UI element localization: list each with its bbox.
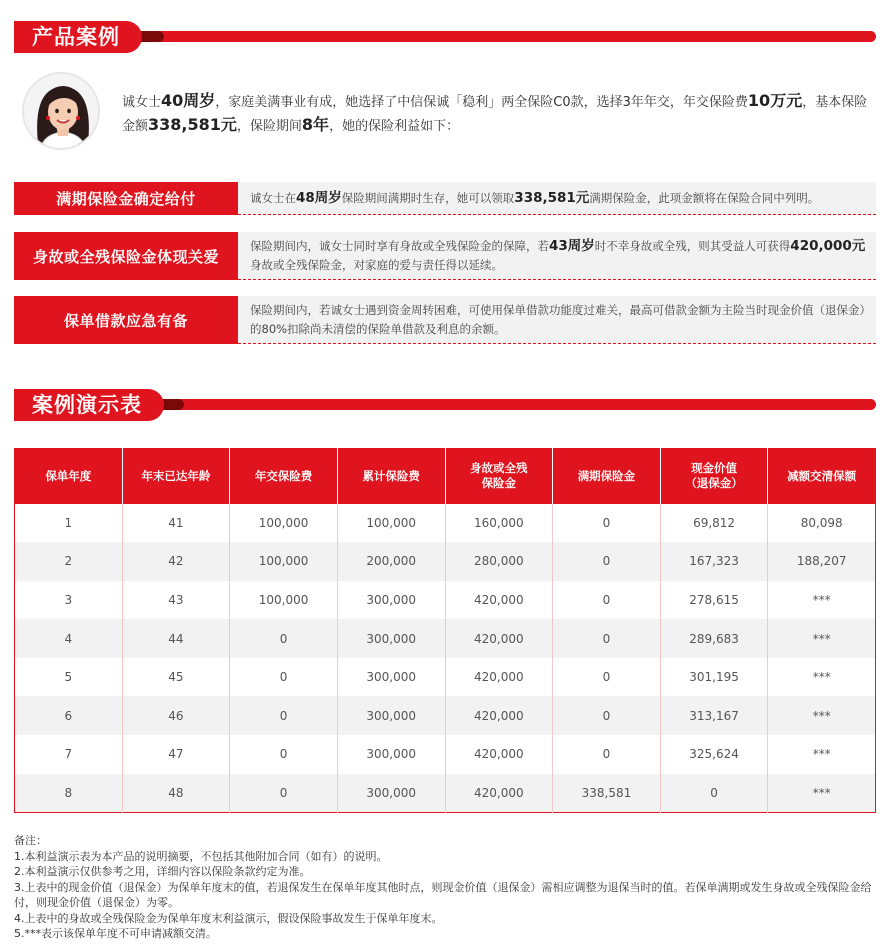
table-cell: 100,000 xyxy=(337,504,445,543)
table-cell: 0 xyxy=(553,619,661,658)
table-row xyxy=(15,774,876,813)
avatar xyxy=(22,72,100,150)
table-cell: 42 xyxy=(122,542,230,581)
table-cell: 1 xyxy=(15,504,123,543)
case-intro: 诚女士40周岁，家庭美满事业有成，她选择了中信保诚「稳利」两全保险C0款，选择3年年交，年交保险费10万元，基本保险金额338,581元，保险期间8年，她的保险利益如下： xyxy=(122,91,868,134)
feature-desc: 保险期间内，诚女士同时享有身故或全残保险金的保障，若43周岁时不幸身故或全残，则其受益人可获得420,000元身故或全残保险金，对家庭的爱与责任得以延续。 xyxy=(238,232,876,280)
table-cell: 0 xyxy=(660,774,768,813)
table-cell: *** xyxy=(768,735,876,774)
table-cell: 420,000 xyxy=(445,774,553,813)
section-title: 案例演示表 xyxy=(14,389,164,421)
table-cell: 0 xyxy=(230,735,338,774)
table-cell: 4 xyxy=(15,619,123,658)
table-cell: 48 xyxy=(122,774,230,813)
table-cell: 289,683 xyxy=(660,619,768,658)
table-cell: 0 xyxy=(230,774,338,813)
feature-label: 保单借款应急有备 xyxy=(14,296,238,344)
section-header-case xyxy=(14,21,876,53)
table-row xyxy=(15,581,876,620)
note-line: 3.上表中的现金价值（退保金）为保单年度末的值，若退保发生在保单年度其他时点，则现金价值（退保金）需相应调整为退保当时的值。若保单满期或发生身故或全残保险金给付，则现金价值（退保金）为零。 xyxy=(14,880,872,909)
woman-avatar-icon xyxy=(24,74,100,150)
table-cell: 300,000 xyxy=(337,619,445,658)
note-line: 2.本利益演示仅供参考之用，详细内容以保险条款约定为准。 xyxy=(14,865,311,878)
table-cell: 8 xyxy=(15,774,123,813)
table-cell: 188,207 xyxy=(768,542,876,581)
table-cell: *** xyxy=(768,658,876,697)
table-cell: 41 xyxy=(122,504,230,543)
table-row xyxy=(15,542,876,581)
table-cell: 0 xyxy=(553,542,661,581)
table-cell: 7 xyxy=(15,735,123,774)
table-cell: 3 xyxy=(15,581,123,620)
note-line: 5.***表示该保单年度不可申请减额交清。 xyxy=(14,927,217,940)
col-header: 现金价值 （退保金） xyxy=(660,449,768,504)
table-cell: 0 xyxy=(553,735,661,774)
table-cell: 0 xyxy=(553,696,661,735)
table-cell: 0 xyxy=(230,696,338,735)
notes xyxy=(14,833,880,942)
table-cell: 46 xyxy=(122,696,230,735)
section-title: 产品案例 xyxy=(14,21,142,53)
table-cell: 167,323 xyxy=(660,542,768,581)
note-line: 1.本利益演示表为本产品的说明摘要，不包括其他附加合同（如有）的说明。 xyxy=(14,849,388,863)
note-line: 备注： xyxy=(14,834,47,847)
col-header: 累计保险费 xyxy=(337,449,445,504)
col-header: 保单年度 xyxy=(15,449,123,504)
table-row xyxy=(15,619,876,658)
table-row xyxy=(15,735,876,774)
table-cell: 325,624 xyxy=(660,735,768,774)
feature-policy-loan xyxy=(14,296,876,344)
table-cell: 0 xyxy=(553,658,661,697)
header-bar xyxy=(134,31,876,42)
table-cell: 0 xyxy=(230,619,338,658)
table-cell: 5 xyxy=(15,658,123,697)
table-cell: 100,000 xyxy=(230,542,338,581)
table-cell: 300,000 xyxy=(337,774,445,813)
table-cell: 420,000 xyxy=(445,658,553,697)
table-row xyxy=(15,696,876,735)
table-cell: *** xyxy=(768,619,876,658)
table-cell: 47 xyxy=(122,735,230,774)
table-cell: 200,000 xyxy=(337,542,445,581)
table-cell: 300,000 xyxy=(337,658,445,697)
feature-desc: 保险期间内，若诚女士遇到资金周转困难，可使用保单借款功能度过难关，最高可借款金额为主险当时现金价值（退保金）的80%扣除尚未清偿的保险单借款及利息的余额。 xyxy=(238,296,876,344)
table-cell: 2 xyxy=(15,542,123,581)
table-cell: 300,000 xyxy=(337,735,445,774)
col-header: 满期保险金 xyxy=(553,449,661,504)
table-cell: *** xyxy=(768,581,876,620)
table-cell: 420,000 xyxy=(445,581,553,620)
note-line: 4.上表中的身故或全残保险金为保单年度末利益演示，假设保险事故发生于保单年度末。 xyxy=(14,911,443,925)
table-cell: *** xyxy=(768,774,876,813)
table-cell: 420,000 xyxy=(445,696,553,735)
section-header-demo xyxy=(14,389,876,421)
benefit-table xyxy=(14,448,876,813)
header-bar xyxy=(154,399,876,410)
col-header: 身故或全残 保险金 xyxy=(445,449,553,504)
table-row xyxy=(15,658,876,697)
table-row xyxy=(15,504,876,543)
col-header: 减额交清保额 xyxy=(768,449,876,504)
table-cell: 300,000 xyxy=(337,581,445,620)
feature-maturity xyxy=(14,182,876,215)
table-cell: 6 xyxy=(15,696,123,735)
table-cell: 45 xyxy=(122,658,230,697)
col-header: 年末已达年龄 xyxy=(122,449,230,504)
table-cell: 80,098 xyxy=(768,504,876,543)
feature-death-benefit xyxy=(14,232,876,280)
table-cell: 0 xyxy=(553,581,661,620)
table-cell: 100,000 xyxy=(230,504,338,543)
table-cell: 0 xyxy=(553,504,661,543)
table-cell: 420,000 xyxy=(445,735,553,774)
feature-desc: 诚女士在48周岁保险期间满期时生存，她可以领取338,581元满期保险金，此项金额将在保险合同中列明。 xyxy=(238,182,876,215)
feature-label: 身故或全残保险金体现关爱 xyxy=(14,232,238,280)
table-cell: 313,167 xyxy=(660,696,768,735)
table-cell: 43 xyxy=(122,581,230,620)
table-cell: 0 xyxy=(230,658,338,697)
table-cell: 44 xyxy=(122,619,230,658)
table-cell: 69,812 xyxy=(660,504,768,543)
feature-label: 满期保险金确定给付 xyxy=(14,182,238,215)
table-cell: 278,615 xyxy=(660,581,768,620)
table-cell: 160,000 xyxy=(445,504,553,543)
table-cell: 301,195 xyxy=(660,658,768,697)
table-header-row xyxy=(15,449,876,504)
table-cell: 420,000 xyxy=(445,619,553,658)
table-cell: 280,000 xyxy=(445,542,553,581)
table-cell: *** xyxy=(768,696,876,735)
table-cell: 300,000 xyxy=(337,696,445,735)
col-header: 年交保险费 xyxy=(230,449,338,504)
table-cell: 100,000 xyxy=(230,581,338,620)
table-cell: 338,581 xyxy=(553,774,661,813)
